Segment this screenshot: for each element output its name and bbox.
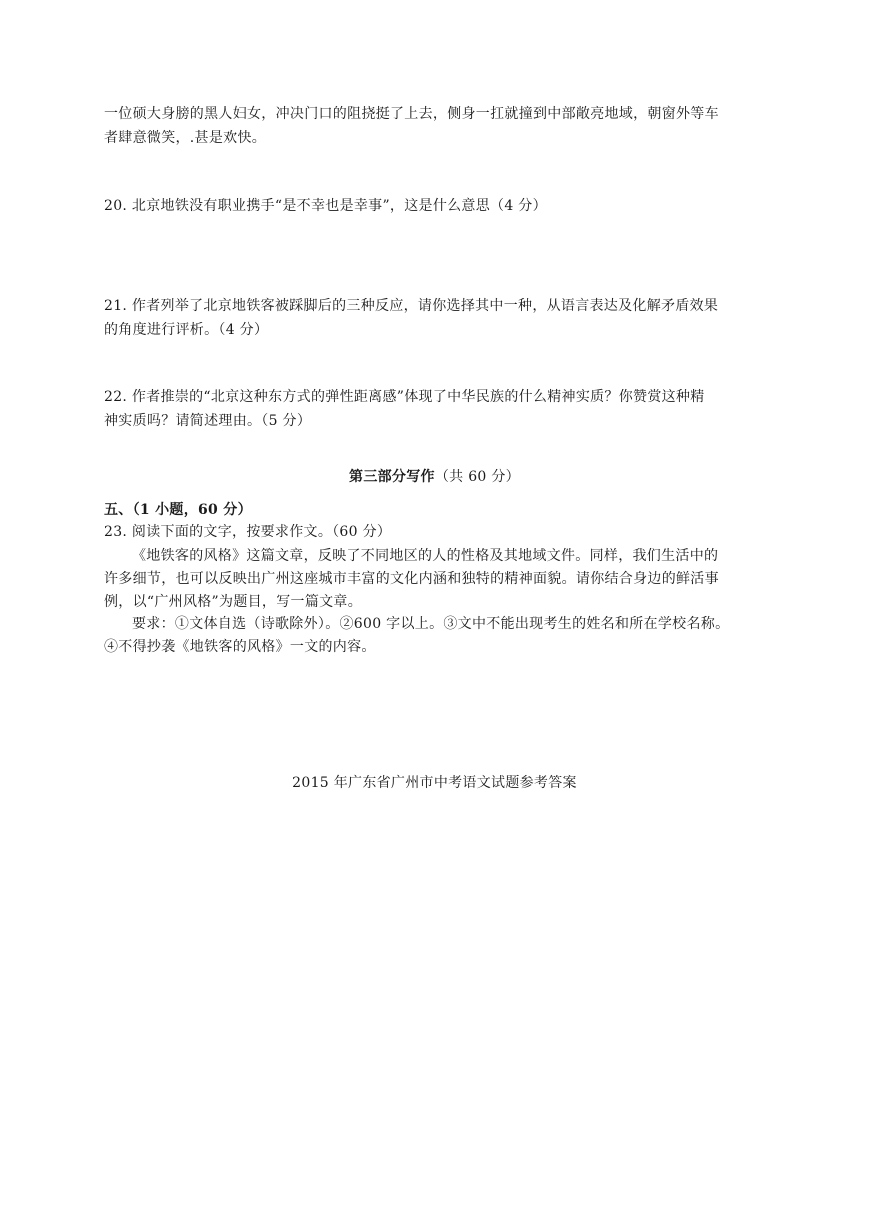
- essay-prompt-line-1: 《地铁客的风格》这篇文章，反映了不同地区的人的性格及其地域文件。同样，我们生活中的: [132, 548, 719, 564]
- part-three-heading: [0, 467, 869, 487]
- section-five-heading: 五、（1 小题，60 分）: [104, 502, 252, 518]
- question-20: 20. 北京地铁没有职业携手“是不幸也是幸事”，这是什么意思（4 分）: [104, 198, 547, 214]
- part-three-heading-title: 第三部分写作: [349, 469, 435, 485]
- essay-prompt-line-3: 例，以“广州风格”为题目，写一篇文章。: [104, 594, 363, 610]
- question-22-line-2: 神实质吗？请简述理由。（5 分）: [104, 413, 312, 429]
- answers-title: 2015 年广东省广州市中考语文试题参考答案: [292, 775, 577, 791]
- essay-requirements-line-2: ④不得抄袭《地铁客的风格》一文的内容。: [104, 639, 376, 655]
- essay-requirements-line-1: 要求：①文体自选（诗歌除外）。②600 字以上。③文中不能出现考生的姓名和所在学校名称。: [132, 616, 730, 632]
- passage-tail-line-1: 一位硕大身膀的黑人妇女，冲决门口的阻挠挺了上去，侧身一扛就撞到中部敞亮地域，朝窗外等车: [104, 106, 719, 122]
- question-22-line-1: 22. 作者推崇的“北京这种东方式的弹性距离感”体现了中华民族的什么精神实质？你赞赏这种精: [104, 389, 705, 405]
- question-21-line-2: 的角度进行评析。（4 分）: [104, 322, 269, 338]
- part-three-heading-score: （共 60 分）: [434, 469, 520, 485]
- essay-prompt-line-2: 许多细节，也可以反映出广州这座城市丰富的文化内涵和独特的精神面貌。请你结合身边的鲜活事: [104, 571, 719, 587]
- question-23-intro: 23. 阅读下面的文字，按要求作文。（60 分）: [104, 524, 392, 540]
- passage-tail-line-2: 者肆意微笑，.甚是欢快。: [104, 130, 267, 146]
- question-21-line-1: 21. 作者列举了北京地铁客被踩脚后的三种反应，请你选择其中一种，从语言表达及化解矛盾效果: [104, 298, 719, 314]
